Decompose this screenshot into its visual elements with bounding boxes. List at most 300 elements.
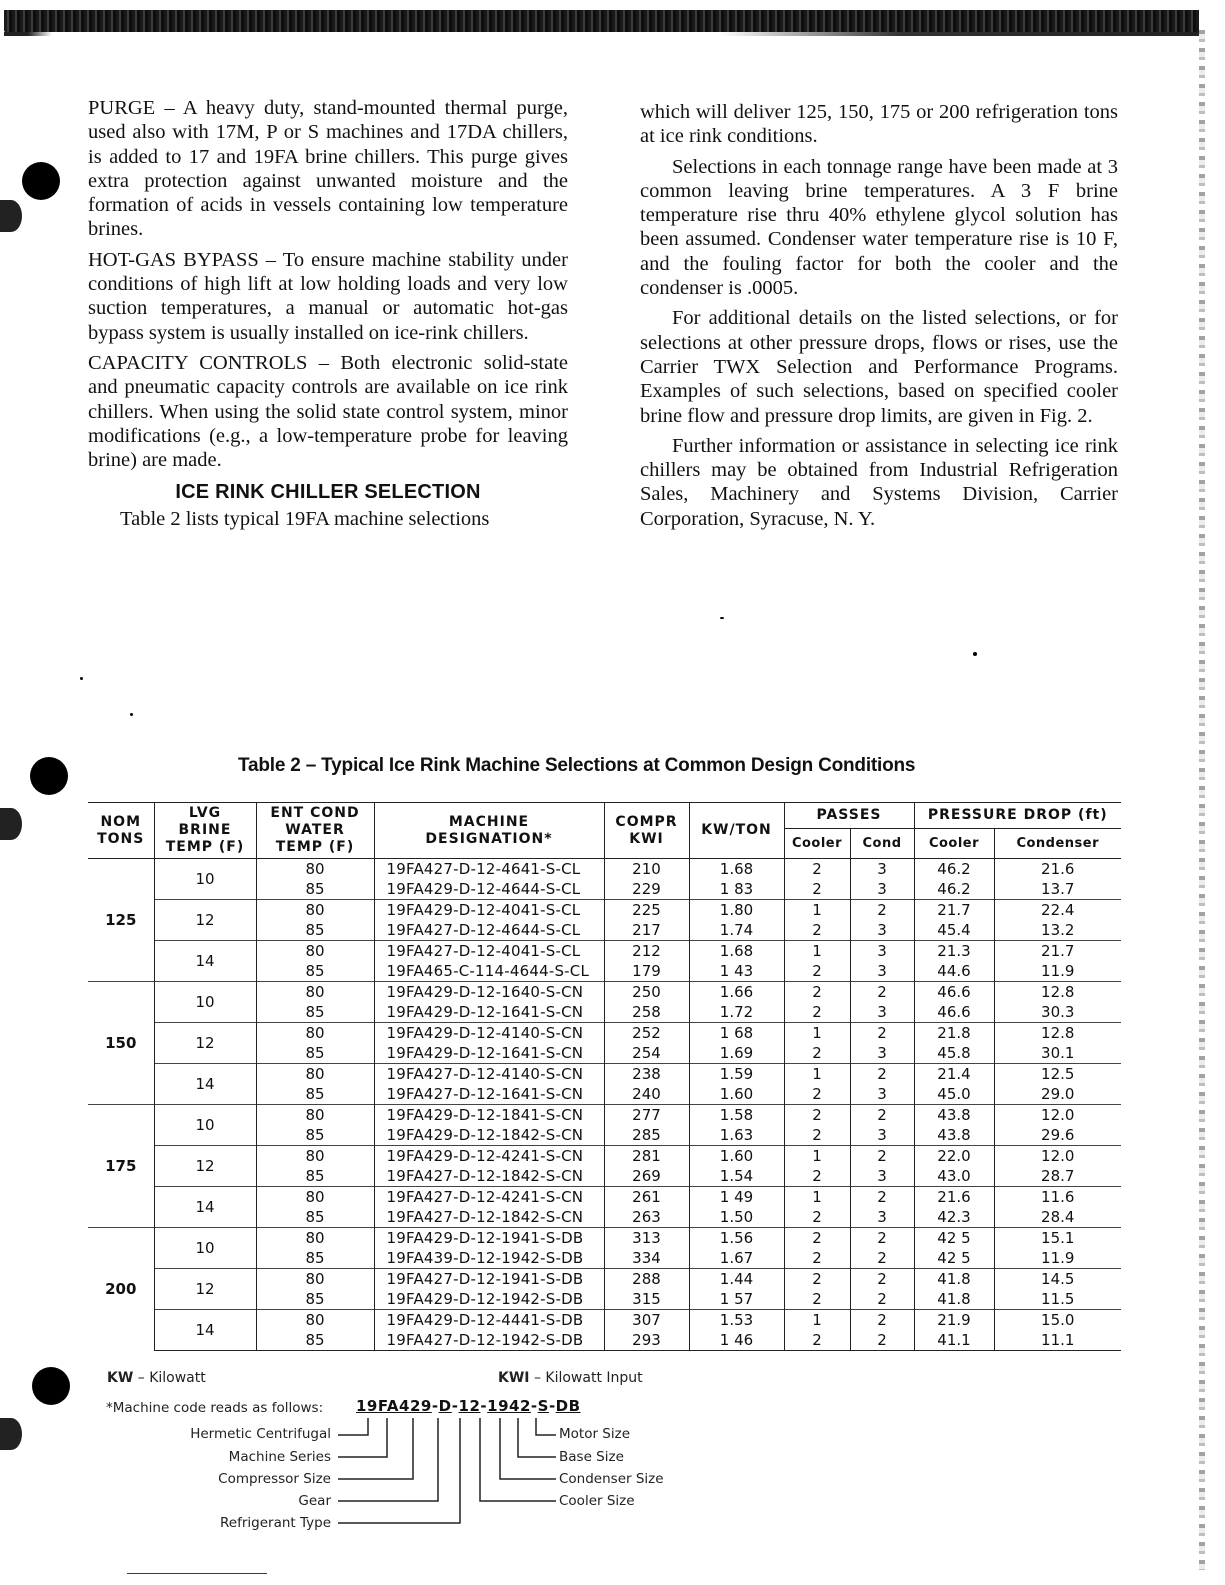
cell-passes-cond-value: 2 <box>877 1229 887 1247</box>
cell-kw-ton-value: 1.53 <box>719 1311 754 1329</box>
header-passes: PASSES <box>784 803 914 829</box>
cell-compr-kwi <box>604 900 689 941</box>
right-text-column <box>640 100 1118 537</box>
cell-pd-cooler <box>914 1146 994 1187</box>
cell-compr-kwi-value: 217 <box>632 921 661 939</box>
link-underline[interactable] <box>127 1573 267 1574</box>
scan-speck <box>130 713 133 716</box>
cell-pd-condenser <box>994 1023 1121 1064</box>
code-part: 19 <box>487 1397 510 1415</box>
cell-pd-condenser-value: 14.5 <box>1041 1270 1075 1288</box>
cell-pd-condenser <box>994 1310 1121 1351</box>
decode-line-condenser <box>500 1418 556 1479</box>
header-ent-cond-water: ENT COND WATER TEMP (F) <box>256 803 374 859</box>
cell-compr-kwi-value: 269 <box>632 1167 661 1185</box>
cell-pd-condenser <box>994 941 1121 982</box>
cell-passes-cond-value: 2 <box>877 1065 887 1083</box>
cell-passes-cooler <box>784 1187 850 1228</box>
cell-pd-cooler <box>914 1187 994 1228</box>
code-part: S <box>537 1397 549 1415</box>
decode-label-motor-size: Motor Size <box>559 1426 631 1442</box>
cell-pd-cooler-value: 46.2 <box>937 860 971 878</box>
capacity-controls-paragraph: CAPACITY CONTROLS – Both electronic solid-state and pneumatic capacity controls are available on ice rink chillers. When using the solid state control system, minor modifications (e.g., a low-temperature probe for leaving brine) are made. <box>88 351 568 472</box>
cell-pd-condenser-value: 12.0 <box>1041 1106 1075 1124</box>
cell-passes-cooler <box>784 1146 850 1187</box>
cell-passes-cond <box>850 1228 914 1269</box>
legend-kw <box>107 1370 206 1386</box>
decode-label-machine-series: Machine Series <box>228 1449 331 1465</box>
legend-kw-def: – Kilowatt <box>137 1370 206 1386</box>
header-pd-condenser: Condenser <box>994 828 1121 858</box>
cell-ent-cond-value: 85 <box>305 1249 325 1267</box>
cell-ent-cond <box>256 941 374 982</box>
cell-kw-ton-value: 1.60 <box>719 1085 754 1103</box>
cell-machine-designation-value: 19FA439-D-12-1942-S-DB <box>386 1249 584 1267</box>
cell-compr-kwi-value: 281 <box>632 1147 661 1165</box>
cell-ent-cond <box>256 1146 374 1187</box>
cell-kw-ton-value: 1.56 <box>719 1229 754 1247</box>
cell-compr-kwi-value: 285 <box>632 1126 661 1144</box>
cell-kw-ton-value: 1.50 <box>719 1208 754 1226</box>
cell-passes-cond-value: 3 <box>877 1167 887 1185</box>
section-intro: Table 2 lists typical 19FA machine selections <box>120 507 490 530</box>
cell-pd-cooler-value: 21.7 <box>937 901 971 919</box>
cell-pd-cooler-value: 46.2 <box>937 880 971 898</box>
cell-pd-condenser-value: 30.1 <box>1041 1044 1075 1062</box>
cell-ent-cond-value: 80 <box>305 860 325 878</box>
cell-ent-cond-value: 80 <box>305 1229 325 1247</box>
scan-edge-right <box>1199 30 1205 1570</box>
cell-passes-cooler-value: 1 <box>812 1188 822 1206</box>
table-row <box>88 1105 1121 1146</box>
cell-compr-kwi-value: 254 <box>632 1044 661 1062</box>
table-row <box>88 1228 1121 1269</box>
cell-pd-cooler-value: 45.4 <box>937 921 971 939</box>
cell-kw-ton <box>689 1228 784 1269</box>
cell-passes-cooler <box>784 1228 850 1269</box>
cell-passes-cond-value: 3 <box>877 962 887 980</box>
cell-compr-kwi-value: 212 <box>632 942 661 960</box>
cell-lvg-brine: 12 <box>154 1269 256 1310</box>
cell-passes-cooler-value: 2 <box>812 962 822 980</box>
cell-pd-condenser-value: 29.6 <box>1041 1126 1075 1144</box>
table-row <box>88 859 1121 900</box>
cell-compr-kwi <box>604 1310 689 1351</box>
cell-passes-cooler-value: 2 <box>812 1229 822 1247</box>
cell-machine-designation-value: 19FA427-D-12-4644-S-CL <box>386 921 581 939</box>
cell-compr-kwi-value: 263 <box>632 1208 661 1226</box>
cell-compr-kwi-value: 315 <box>632 1290 661 1308</box>
cell-pd-condenser-value: 11.6 <box>1041 1188 1075 1206</box>
cell-nom-tons: 125 <box>88 859 154 982</box>
cell-ent-cond-value: 85 <box>305 1208 325 1226</box>
cell-compr-kwi-value: 258 <box>632 1003 661 1021</box>
cell-passes-cooler-value: 2 <box>812 1003 822 1021</box>
cell-pd-cooler <box>914 941 994 982</box>
cell-ent-cond-value: 80 <box>305 983 325 1001</box>
cell-passes-cooler-value: 2 <box>812 880 822 898</box>
decode-line-compressor <box>338 1418 413 1479</box>
cell-pd-condenser <box>994 1064 1121 1105</box>
scan-speck <box>720 617 724 619</box>
cell-kw-ton <box>689 1187 784 1228</box>
table-row <box>88 900 1121 941</box>
cell-lvg-brine: 12 <box>154 900 256 941</box>
selection-table <box>88 802 1121 1351</box>
cell-compr-kwi-value: 250 <box>632 983 661 1001</box>
cell-kw-ton <box>689 1064 784 1105</box>
cell-passes-cooler-value: 2 <box>812 1044 822 1062</box>
code-separator: - <box>530 1397 538 1415</box>
cell-passes-cond-value: 2 <box>877 1024 887 1042</box>
cell-compr-kwi-value: 229 <box>632 880 661 898</box>
cell-pd-condenser <box>994 1269 1121 1310</box>
cell-pd-cooler <box>914 1023 994 1064</box>
cell-nom-tons: 150 <box>88 982 154 1105</box>
cell-passes-cond-value: 3 <box>877 1044 887 1062</box>
cell-ent-cond-value: 80 <box>305 1270 325 1288</box>
cell-compr-kwi-value: 288 <box>632 1270 661 1288</box>
cell-kw-ton-value: 1.68 <box>719 942 754 960</box>
cell-passes-cooler-value: 2 <box>812 983 822 1001</box>
cell-passes-cooler-value: 2 <box>812 1085 822 1103</box>
cell-machine-designation-value: 19FA427-D-12-1941-S-DB <box>386 1270 584 1288</box>
cell-pd-cooler-value: 46.6 <box>937 1003 971 1021</box>
cell-compr-kwi-value: 261 <box>632 1188 661 1206</box>
cell-machine-designation-value: 19FA427-D-12-4241-S-CN <box>386 1188 584 1206</box>
cell-compr-kwi-value: 277 <box>632 1106 661 1124</box>
cell-pd-condenser-value: 21.7 <box>1041 942 1075 960</box>
cell-ent-cond-value: 85 <box>305 921 325 939</box>
cell-pd-condenser <box>994 1228 1121 1269</box>
table-row <box>88 1146 1121 1187</box>
cell-pd-cooler-value: 21.8 <box>937 1024 971 1042</box>
table-row <box>88 1023 1121 1064</box>
binder-hole <box>22 162 60 200</box>
header-pressure-drop: PRESSURE DROP (ft) <box>914 803 1121 829</box>
cell-ent-cond-value: 80 <box>305 1311 325 1329</box>
cell-kw-ton-value: 1.68 <box>719 860 754 878</box>
decode-line-cooler <box>480 1418 556 1501</box>
cell-passes-cooler-value: 1 <box>812 1065 822 1083</box>
cell-nom-tons: 200 <box>88 1228 154 1351</box>
binder-hole-shadow <box>0 808 22 840</box>
cell-machine-designation-value: 19FA429-D-12-1941-S-DB <box>386 1229 584 1247</box>
cell-compr-kwi-value: 307 <box>632 1311 661 1329</box>
machine-code-intro: *Machine code reads as follows: <box>106 1400 324 1416</box>
cell-pd-cooler-value: 21.3 <box>937 942 971 960</box>
cell-compr-kwi-value: 252 <box>632 1024 661 1042</box>
cell-compr-kwi <box>604 1187 689 1228</box>
legend-kwi-def: – Kilowatt Input <box>533 1370 643 1386</box>
cell-pd-condenser-value: 22.4 <box>1041 901 1075 919</box>
cell-passes-cooler-value: 2 <box>812 1331 822 1349</box>
cell-passes-cond-value: 2 <box>877 983 887 1001</box>
code-separator: - <box>451 1397 459 1415</box>
cell-passes-cond <box>850 900 914 941</box>
cell-pd-cooler-value: 45.8 <box>937 1044 971 1062</box>
cell-nom-tons: 175 <box>88 1105 154 1228</box>
cell-passes-cooler-value: 1 <box>812 942 822 960</box>
cell-pd-condenser-value: 15.1 <box>1041 1229 1075 1247</box>
cell-passes-cond-value: 2 <box>877 1331 887 1349</box>
cell-machine-designation-value: 19FA427-D-12-1842-S-CN <box>386 1208 584 1226</box>
cell-pd-condenser-value: 12.8 <box>1041 1024 1075 1042</box>
binder-hole-shadow <box>0 200 22 232</box>
cell-machine-designation <box>374 859 604 900</box>
cell-ent-cond <box>256 1187 374 1228</box>
cell-passes-cond-value: 3 <box>877 921 887 939</box>
cell-passes-cond <box>850 1146 914 1187</box>
cell-kw-ton-value: 1.66 <box>719 983 754 1001</box>
cell-ent-cond-value: 85 <box>305 880 325 898</box>
cell-machine-designation-value: 19FA465-C-114-4644-S-CL <box>386 962 590 980</box>
cell-ent-cond-value: 85 <box>305 1126 325 1144</box>
cell-kw-ton <box>689 1269 784 1310</box>
cell-passes-cooler <box>784 900 850 941</box>
cell-compr-kwi-value: 240 <box>632 1085 661 1103</box>
cell-passes-cooler-value: 2 <box>812 1290 822 1308</box>
cell-machine-designation-value: 19FA427-D-12-4641-S-CL <box>386 860 581 878</box>
cell-machine-designation-value: 19FA427-D-12-1842-S-CN <box>386 1167 584 1185</box>
cell-pd-cooler-value: 41.8 <box>937 1270 971 1288</box>
cell-compr-kwi <box>604 1023 689 1064</box>
cell-pd-condenser-value: 29.0 <box>1041 1085 1075 1103</box>
cell-ent-cond <box>256 982 374 1023</box>
cell-kw-ton <box>689 859 784 900</box>
cell-pd-condenser-value: 11.9 <box>1041 1249 1075 1267</box>
cell-ent-cond-value: 80 <box>305 1188 325 1206</box>
cell-passes-cond <box>850 1310 914 1351</box>
cell-ent-cond-value: 80 <box>305 1106 325 1124</box>
cell-passes-cond <box>850 859 914 900</box>
cell-passes-cond-value: 3 <box>877 860 887 878</box>
cell-compr-kwi <box>604 1269 689 1310</box>
cell-machine-designation <box>374 1228 604 1269</box>
cell-pd-condenser-value: 11.1 <box>1041 1331 1075 1349</box>
left-text-column <box>88 96 568 537</box>
legend-kwi-abbr: KWI <box>498 1370 530 1386</box>
legend-kwi <box>498 1370 643 1386</box>
header-nom-tons: NOM TONS <box>88 803 154 859</box>
cell-compr-kwi-value: 293 <box>632 1331 661 1349</box>
decode-label-compressor-size: Compressor Size <box>218 1471 331 1487</box>
cell-passes-cooler-value: 1 <box>812 1147 822 1165</box>
cell-ent-cond <box>256 1310 374 1351</box>
cell-pd-cooler <box>914 859 994 900</box>
binder-hole <box>30 757 68 795</box>
cell-machine-designation-value: 19FA429-D-12-1842-S-CN <box>386 1126 584 1144</box>
cell-machine-designation <box>374 1310 604 1351</box>
cell-passes-cond-value: 2 <box>877 1311 887 1329</box>
table-row <box>88 1269 1121 1310</box>
cell-passes-cooler <box>784 982 850 1023</box>
cell-kw-ton-value: 1.58 <box>719 1106 754 1124</box>
decode-label-gear: Gear <box>298 1493 331 1509</box>
cell-machine-designation-value: 19FA429-D-12-1942-S-DB <box>386 1290 584 1308</box>
cell-pd-cooler <box>914 982 994 1023</box>
cell-passes-cond-value: 2 <box>877 1290 887 1308</box>
decode-label-refrigerant-type: Refrigerant Type <box>220 1515 331 1531</box>
cell-passes-cooler-value: 2 <box>812 1106 822 1124</box>
cell-machine-designation <box>374 1269 604 1310</box>
cell-pd-cooler-value: 44.6 <box>937 962 971 980</box>
decode-line-series <box>338 1418 387 1457</box>
cell-passes-cond <box>850 1105 914 1146</box>
header-compr-kwi: COMPR KWI <box>604 803 689 859</box>
binder-hole <box>32 1367 70 1405</box>
table-row <box>88 1310 1121 1351</box>
cell-passes-cond <box>850 1269 914 1310</box>
code-part: 12 <box>458 1397 481 1415</box>
cell-machine-designation <box>374 1064 604 1105</box>
cell-kw-ton-value: 1.67 <box>719 1249 754 1267</box>
cell-passes-cond <box>850 982 914 1023</box>
cell-kw-ton <box>689 900 784 941</box>
cell-pd-cooler <box>914 1310 994 1351</box>
cell-pd-cooler-value: 22.0 <box>937 1147 971 1165</box>
cell-passes-cond-value: 2 <box>877 1147 887 1165</box>
cell-passes-cond-value: 3 <box>877 880 887 898</box>
cell-machine-designation-value: 19FA427-D-12-4140-S-CN <box>386 1065 584 1083</box>
header-lvg-brine: LVG BRINE TEMP (F) <box>154 803 256 859</box>
cell-lvg-brine: 14 <box>154 1187 256 1228</box>
decode-line-motor <box>536 1418 556 1435</box>
cell-ent-cond-value: 80 <box>305 1147 325 1165</box>
decode-line-gear <box>338 1418 438 1501</box>
code-part: 19 <box>356 1397 378 1415</box>
table-row <box>88 1064 1121 1105</box>
cell-compr-kwi <box>604 1228 689 1269</box>
code-separator: - <box>548 1397 556 1415</box>
cell-pd-condenser-value: 12.8 <box>1041 983 1075 1001</box>
cell-pd-cooler-value: 46.6 <box>937 983 971 1001</box>
cell-machine-designation-value: 19FA429-D-12-4644-S-CL <box>386 880 581 898</box>
cell-pd-cooler-value: 41.1 <box>937 1331 971 1349</box>
cell-pd-cooler-value: 43.8 <box>937 1106 971 1124</box>
cell-pd-condenser <box>994 982 1121 1023</box>
cell-lvg-brine: 10 <box>154 982 256 1023</box>
cell-pd-cooler-value: 43.8 <box>937 1126 971 1144</box>
cell-kw-ton <box>689 1105 784 1146</box>
cell-passes-cooler <box>784 941 850 982</box>
cell-kw-ton-value: 1.54 <box>719 1167 754 1185</box>
cell-pd-cooler-value: 21.4 <box>937 1065 971 1083</box>
cell-kw-ton-value: 1 68 <box>719 1024 754 1042</box>
cell-pd-cooler-value: 45.0 <box>937 1085 971 1103</box>
cell-machine-designation <box>374 1187 604 1228</box>
cell-pd-cooler-value: 21.6 <box>937 1188 971 1206</box>
cell-ent-cond-value: 85 <box>305 1085 325 1103</box>
cell-pd-condenser-value: 13.2 <box>1041 921 1075 939</box>
cell-compr-kwi-value: 313 <box>632 1229 661 1247</box>
purge-paragraph: PURGE – A heavy duty, stand-mounted thermal purge, used also with 17M, P or S machines and 17DA chillers, is added to 17 and 19FA brine chillers. This purge gives extra protection against unwanted moisture and the formation of acids in vessels containing low temperature brines. <box>88 97 568 241</box>
cell-pd-cooler <box>914 1269 994 1310</box>
cell-ent-cond <box>256 859 374 900</box>
cell-ent-cond-value: 85 <box>305 962 325 980</box>
code-part: 429 <box>399 1397 432 1415</box>
cell-ent-cond-value: 85 <box>305 1290 325 1308</box>
cell-ent-cond-value: 85 <box>305 1331 325 1349</box>
cell-machine-designation <box>374 1105 604 1146</box>
header-passes-cond: Cond <box>850 828 914 858</box>
cell-machine-designation-value: 19FA429-D-12-1841-S-CN <box>386 1106 584 1124</box>
cell-pd-condenser-value: 12.0 <box>1041 1147 1075 1165</box>
cell-kw-ton <box>689 941 784 982</box>
cell-pd-condenser <box>994 859 1121 900</box>
cell-ent-cond-value: 85 <box>305 1167 325 1185</box>
cell-kw-ton-value: 1 46 <box>719 1331 754 1349</box>
code-part: DB <box>555 1397 581 1415</box>
cell-compr-kwi-value: 238 <box>632 1065 661 1083</box>
cell-passes-cond-value: 2 <box>877 901 887 919</box>
decode-label-condenser-size: Condenser Size <box>559 1471 664 1487</box>
header-machine-designation: MACHINE DESIGNATION* <box>374 803 604 859</box>
cell-passes-cooler-value: 1 <box>812 1024 822 1042</box>
cell-kw-ton-value: 1.59 <box>719 1065 754 1083</box>
scan-speck <box>973 652 977 656</box>
cell-pd-condenser-value: 11.9 <box>1041 962 1075 980</box>
cell-passes-cooler <box>784 1105 850 1146</box>
cell-kw-ton-value: 1.80 <box>719 901 754 919</box>
cell-kw-ton <box>689 1310 784 1351</box>
code-part: 42 <box>509 1397 531 1415</box>
cell-passes-cond <box>850 1023 914 1064</box>
cell-ent-cond-value: 80 <box>305 1024 325 1042</box>
cell-passes-cooler <box>784 1310 850 1351</box>
cell-kw-ton <box>689 1023 784 1064</box>
table-title: Table 2 – Typical Ice Rink Machine Selections at Common Design Conditions <box>238 755 916 776</box>
decode-label-cooler-size: Cooler Size <box>559 1493 635 1509</box>
additional-details-paragraph: For additional details on the listed selections, or for selections at other pressure drops, flows or rises, use the Carrier TWX Selection and Performance Programs. Examples of such selections, based on specified cooler brine flow and pressure drop limits, are given in Fig. 2. <box>640 307 1118 427</box>
cell-machine-designation <box>374 941 604 982</box>
scan-speck <box>80 677 83 680</box>
cell-machine-designation-value: 19FA429-D-12-1641-S-CN <box>386 1003 584 1021</box>
scan-edge-top <box>4 10 1199 32</box>
cell-machine-designation-value: 19FA429-D-12-4441-S-DB <box>386 1311 584 1329</box>
cell-lvg-brine: 14 <box>154 1064 256 1105</box>
cell-ent-cond <box>256 900 374 941</box>
cell-passes-cooler-value: 1 <box>812 901 822 919</box>
cell-passes-cond-value: 2 <box>877 1270 887 1288</box>
cell-lvg-brine: 10 <box>154 1228 256 1269</box>
cell-pd-condenser-value: 28.7 <box>1041 1167 1075 1185</box>
cell-passes-cooler <box>784 1064 850 1105</box>
cell-passes-cond-value: 2 <box>877 1188 887 1206</box>
cell-machine-designation-value: 19FA429-D-12-4140-S-CN <box>386 1024 584 1042</box>
cell-compr-kwi-value: 334 <box>632 1249 661 1267</box>
cell-passes-cond-value: 2 <box>877 1249 887 1267</box>
cell-compr-kwi <box>604 982 689 1023</box>
cell-passes-cooler-value: 2 <box>812 1126 822 1144</box>
cell-kw-ton-value: 1 43 <box>719 962 754 980</box>
cell-passes-cooler <box>784 859 850 900</box>
cell-ent-cond-value: 80 <box>305 942 325 960</box>
cell-compr-kwi <box>604 1105 689 1146</box>
cell-passes-cond-value: 3 <box>877 1003 887 1021</box>
decode-label-base-size: Base Size <box>559 1449 624 1465</box>
cell-ent-cond <box>256 1023 374 1064</box>
cell-lvg-brine: 10 <box>154 859 256 900</box>
cell-machine-designation-value: 19FA429-D-12-4041-S-CL <box>386 901 581 919</box>
tonnage-paragraph: which will deliver 125, 150, 175 or 200 refrigeration tons at ice rink conditions. <box>640 101 1118 148</box>
cell-kw-ton-value: 1.63 <box>719 1126 754 1144</box>
further-info-paragraph: Further information or assistance in selecting ice rink chillers may be obtained from Industrial Refrigeration Sales, Machinery and Systems Division, Carrier Corporation, Syracuse, N. Y. <box>640 434 1118 530</box>
cell-kw-ton <box>689 982 784 1023</box>
cell-pd-cooler-value: 21.9 <box>937 1311 971 1329</box>
cell-lvg-brine: 10 <box>154 1105 256 1146</box>
cell-ent-cond <box>256 1105 374 1146</box>
